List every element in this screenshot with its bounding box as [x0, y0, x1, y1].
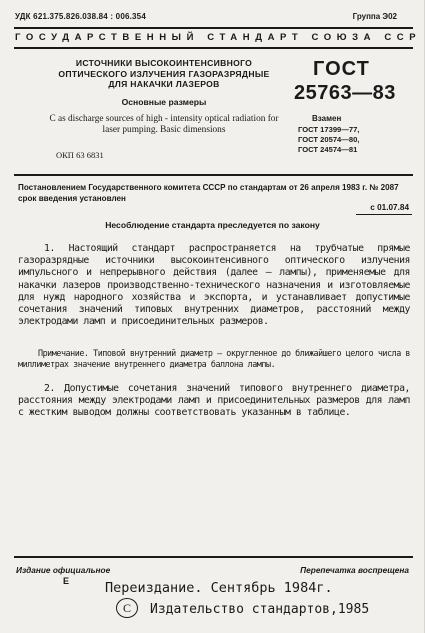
group-code: Группа Э02	[352, 12, 397, 21]
gost-label: ГОСТ	[313, 58, 370, 80]
reissue-stamp: Переиздание. Сентябрь 1984г.	[105, 580, 333, 596]
replaced-standard: ГОСТ 24574—81	[298, 145, 358, 154]
footer-rule	[14, 556, 413, 558]
violation-notice: Несоблюдение стандарта преследуется по закону	[105, 220, 320, 230]
udk-code: УДК 621.375.826.038.84 : 006.354	[15, 12, 146, 21]
okp-code: ОКП 63 6831	[56, 150, 104, 160]
decree-rule	[14, 174, 413, 176]
note-paragraph: Примечание. Типовой внутренний диаметр — округленное до ближайшего целого числа в миллиметрах значение внутреннего диаметра баллона лампы.	[18, 348, 410, 369]
gost-number: 25763—83	[294, 82, 396, 104]
standard-band: ГОСУДАРСТВЕННЫЙ СТАНДАРТ СОЮЗА ССР	[15, 32, 422, 43]
paragraph-2: 2. Допустимые сочетания значений типового внутреннего диаметра, расстояния между электродами ламп и присоединительных размеров для ламп с жестким выводом должны соответствовать указанным в таблице.	[18, 383, 410, 419]
english-title: C as discharge sources of high - intensity optical radiation for laser pumping. Basic dimensions	[49, 114, 279, 135]
document-subtitle: Основные размеры	[121, 97, 207, 107]
replaced-standard: ГОСТ 20574—80,	[298, 135, 360, 144]
date-underline	[356, 214, 412, 215]
replaces-label: Взамен	[312, 114, 342, 123]
effective-date: с 01.07.84	[370, 203, 409, 212]
official-edition: Издание официальное	[16, 565, 111, 575]
band-rule	[14, 47, 413, 49]
replaced-standard: ГОСТ 17399—77,	[298, 125, 360, 134]
replaced-standards	[298, 125, 388, 155]
copyright-icon: С	[116, 598, 138, 618]
decree-text: Постановлением Государственного комитета СССР по стандартам от 26 апреля 1983 г. № 2087 срок введения установлен	[18, 183, 399, 203]
top-rule	[14, 27, 413, 29]
publisher-stamp: Издательство стандартов,1985	[150, 602, 370, 617]
document-title: ИСТОЧНИКИ ВЫСОКОИНТЕНСИВНОГО ОПТИЧЕСКОГО ИЗЛУЧЕНИЯ ГАЗОРАЗРЯДНЫЕ ДЛЯ НАКАЧКИ ЛАЗЕРОВ	[58, 58, 270, 89]
paragraph-1: 1. Настоящий стандарт распространяется на трубчатые прямые газоразрядные источники высокоинтенсивного оптического излучения импульсного и непрерывного действия (далее — лампы), применяемые для накачки лазеров производственно-технического назначения и изготовляемые для нужд народного хозяйства и экспорта, и устанавливает допустимые сочетания значений типовых внутренних диаметров, расстояний между электродами ламп и присоединительных размеров.	[18, 243, 410, 328]
reprint-prohibited: Перепечатка воспрещена	[300, 565, 409, 575]
edition-letter: E	[63, 576, 70, 586]
